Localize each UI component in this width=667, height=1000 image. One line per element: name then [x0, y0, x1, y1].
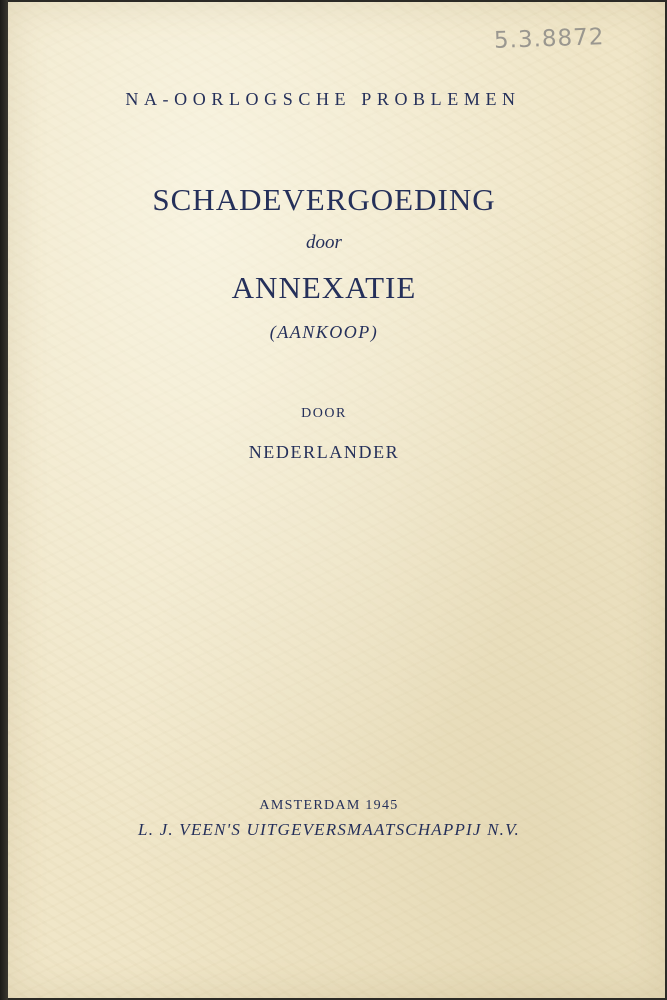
publisher-name: L. J. VEEN'S UITGEVERSMAATSCHAPPIJ N.V. — [138, 820, 520, 839]
place-and-year: AMSTERDAM 1945 — [259, 798, 399, 813]
subtitle-parenthetical: (AANKOOP) — [269, 322, 379, 342]
series-title: NA-OORLOGSCHE PROBLEMEN — [125, 89, 521, 109]
author-name: NEDERLANDER — [248, 442, 400, 462]
book-cover — [8, 2, 665, 998]
handwritten-shelfmark: 5.3.8872 — [493, 24, 605, 54]
book-subtitle: ANNEXATIE — [231, 270, 417, 305]
spine-edge — [0, 0, 8, 1000]
book-title: SCHADEVERGOEDING — [152, 182, 496, 217]
by-label: DOOR — [301, 406, 347, 421]
title-connector: door — [306, 232, 342, 253]
